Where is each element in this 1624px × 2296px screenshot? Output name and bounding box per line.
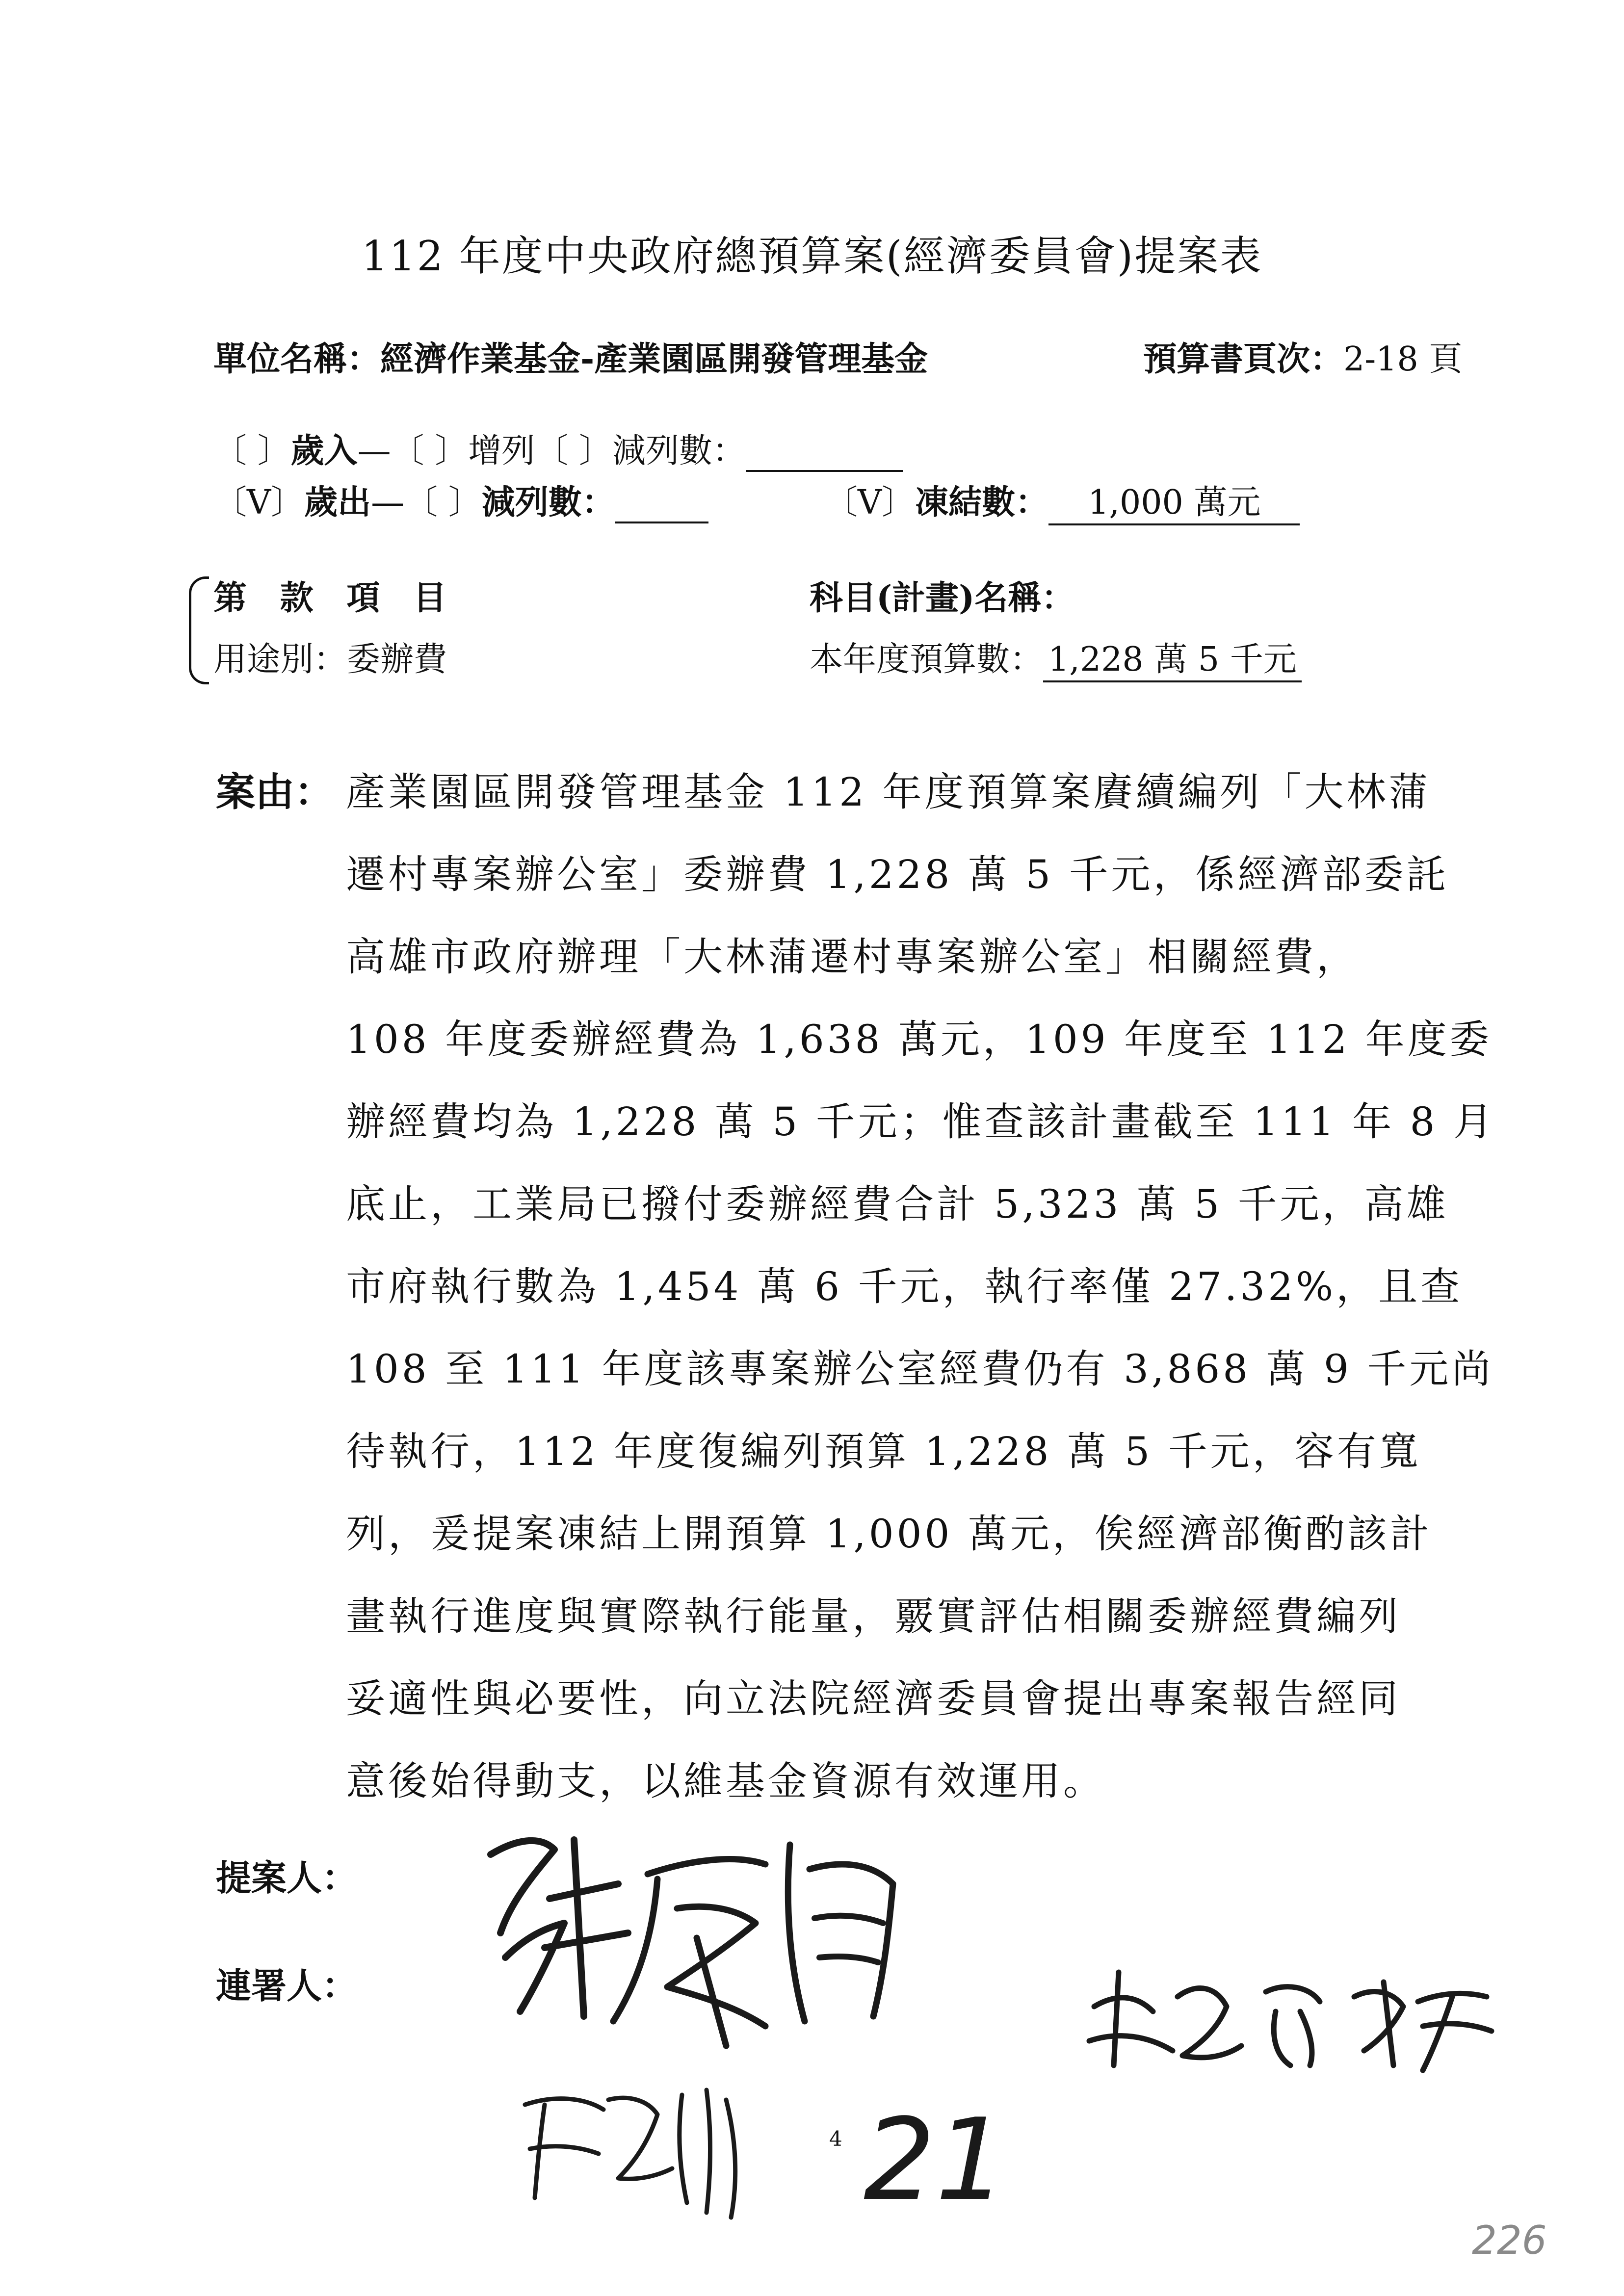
revenue-row: [213, 424, 903, 472]
subject-label: 科目(計畫)名稱：: [810, 578, 1075, 618]
freeze-check: 〔V〕: [824, 483, 916, 522]
reason-line: 意後始得動支，以維基金資源有效運用。: [346, 1758, 1105, 1804]
revenue-check: 〔 〕: [213, 432, 291, 470]
reason-label: 案由：: [216, 769, 334, 815]
expense-reduce-blank: [615, 492, 708, 523]
proposer-label: 提案人：: [216, 1857, 358, 1899]
reason-line: 高雄市政府辦理「大林蒲遷村專案辦公室」相關經費，: [346, 934, 1359, 980]
revenue-blank: [746, 441, 903, 472]
item-bracket: [189, 576, 209, 684]
budget-label: 本年度預算數：: [810, 640, 1044, 679]
expense-options: —〔 〕: [371, 483, 482, 522]
usage-value: 委辦費: [347, 640, 447, 679]
handwritten-number: 21: [864, 2095, 1007, 2226]
expense-check: 〔V〕: [213, 483, 305, 522]
reason-line: 畫執行進度與實際執行能量，覈實評估相關委辦經費編列: [346, 1593, 1401, 1639]
unit-label: 單位名稱：: [213, 339, 381, 379]
item-heading: 第 款 項 目: [213, 578, 458, 618]
reason-line: 108 年度委辦經費為 1,638 萬元，109 年度至 112 年度委: [346, 1017, 1492, 1062]
usage-row: [213, 633, 447, 680]
budget-row: [810, 633, 1302, 682]
freeze-value: 1,000 萬元: [1048, 476, 1300, 525]
reason-line: 待執行，112 年度復編列預算 1,228 萬 5 千元，容有寬: [346, 1429, 1421, 1474]
budget-page-label: 預算書頁次：: [1143, 339, 1344, 379]
freeze-label: 凍結數：: [915, 483, 1049, 522]
reason-line: 妥適性與必要性，向立法院經濟委員會提出專案報告經同: [346, 1676, 1401, 1722]
cosigner-signature-right: [1079, 1953, 1501, 2080]
page-number: 4: [829, 2127, 842, 2151]
proposer-signature: [471, 1810, 913, 2065]
budget-page-value: 2-18 頁: [1343, 340, 1463, 379]
usage-label: 用途別：: [213, 640, 347, 679]
revenue-options: —〔 〕增列〔 〕減列數：: [357, 432, 746, 470]
reason-line: 產業園區開發管理基金 112 年度預算案賡續編列「大林蒲: [346, 769, 1431, 815]
budget-value: 1,228 萬 5 千元: [1043, 633, 1302, 682]
freeze-row: [824, 476, 1300, 525]
expense-label: 歲出: [304, 483, 371, 522]
reason-line: 遷村專案辦公室」委辦費 1,228 萬 5 千元，係經濟部委託: [346, 852, 1449, 897]
page-title: 112 年度中央政府總預算案(經濟委員會)提案表: [361, 232, 1263, 280]
revenue-label: 歲入: [290, 431, 358, 470]
expense-reduce-label: 減列數：: [481, 483, 615, 522]
reason-line: 市府執行數為 1,454 萬 6 千元，執行率僅 27.32%，且查: [346, 1264, 1463, 1309]
reason-line: 底止，工業局已撥付委辦經費合計 5,323 萬 5 千元，高雄: [346, 1181, 1449, 1227]
unit-row: [213, 333, 928, 380]
budget-page-row: [1143, 333, 1462, 380]
cosigner-signature-bottom: [515, 2075, 790, 2222]
reason-line: 辦經費均為 1,228 萬 5 千元；惟查該計畫截至 111 年 8 月: [346, 1099, 1495, 1145]
reason-line: 列，爰提案凍結上開預算 1,000 萬元，俟經濟部衡酌該計: [346, 1511, 1432, 1557]
reason-line: 108 至 111 年度該專案辦公室經費仍有 3,868 萬 9 千元尚: [346, 1346, 1494, 1392]
unit-value: 經濟作業基金-產業園區開發管理基金: [380, 339, 928, 379]
cosigner-label: 連署人：: [216, 1965, 358, 2007]
corner-number: 226: [1472, 2218, 1547, 2263]
expense-row: [213, 476, 708, 523]
